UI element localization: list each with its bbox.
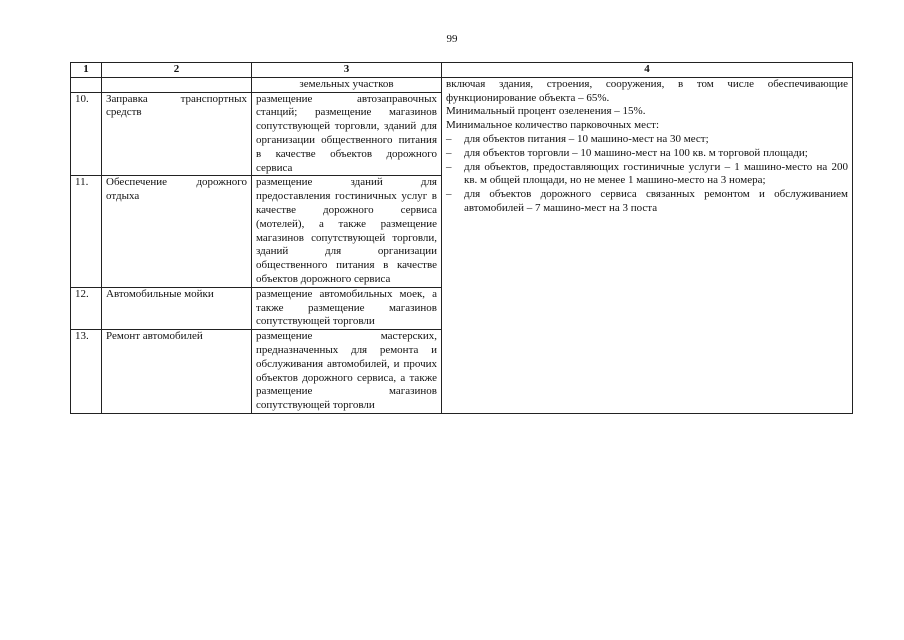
page-number: 99 xyxy=(446,33,458,45)
use-type-name: Обеспечение дорожного отдыха xyxy=(102,176,252,287)
dash-marker: – xyxy=(446,146,452,159)
use-type-description: размещение зданий для предоставления гостиничных услуг в качестве дорожного сервиса (мотелей), а также размещение магазинов сопутствующей торговли, зданий для организации общественного питания в качестве объектов дорожного сервиса xyxy=(252,176,442,287)
use-type-description: размещение мастерских, предназначенных для ремонта и обслуживания автомобилей, и прочих объектов дорожного сервиса, а также размещение магазинов сопутствующей торговли xyxy=(252,330,442,414)
table-header-cell: 1 xyxy=(71,63,102,78)
use-type-name: Ремонт автомобилей xyxy=(102,330,252,414)
table-row-continuation xyxy=(71,77,853,92)
list-item-text: для объектов торговли – 10 машино-мест на 100 кв. м торговой площади; xyxy=(464,146,808,159)
list-item xyxy=(446,188,848,216)
parking-list xyxy=(446,133,848,216)
parking-title: Минимальное количество парковочных мест: xyxy=(446,119,660,132)
use-type-name: Автомобильные мойки xyxy=(102,287,252,329)
use-type-description: размещение автомобильных моек, а также размещение магазинов сопутствующей торговли xyxy=(252,287,442,329)
list-item xyxy=(446,133,848,147)
list-item xyxy=(446,161,848,189)
use-type-description: размещение автозаправочных станций; размещение магазинов сопутствующей торговли, зданий для организации общественного питания в качестве объектов дорожного сервиса xyxy=(252,92,442,176)
row-number: 11. xyxy=(71,176,102,287)
requirements-intro: включая здания, строения, сооружения, в том числе обеспечивающие функционирование объекта – 65%. xyxy=(446,77,848,104)
use-type-name: Заправка транспортных средств xyxy=(102,92,252,176)
dash-marker: – xyxy=(446,160,452,173)
list-item-text: для объектов, предоставляющих гостиничные услуги – 1 машино-место на 200 кв. м общей площади, но не менее 1 машино-место на 3 номера; xyxy=(464,160,848,187)
table-header-cell: 4 xyxy=(442,63,853,78)
requirements-cell xyxy=(442,77,853,413)
list-item-text: для объектов дорожного сервиса связанных ремонтом и обслуживанием автомобилей – 7 машино-мест на 3 поста xyxy=(464,188,848,214)
dash-marker: – xyxy=(446,188,452,201)
list-item xyxy=(446,147,848,161)
row-number: 10. xyxy=(71,92,102,176)
table-header-cell: 2 xyxy=(102,63,252,78)
row-number: 13. xyxy=(71,330,102,414)
table-header-cell: 3 xyxy=(252,63,442,78)
document-table xyxy=(70,62,853,414)
continued-description-cell: земельных участков xyxy=(252,77,442,92)
empty-cell xyxy=(71,77,102,92)
empty-cell xyxy=(102,77,252,92)
table-header-row xyxy=(71,63,853,78)
list-item-text: для объектов питания – 10 машино-мест на 30 мест; xyxy=(464,132,709,145)
dash-marker: – xyxy=(446,132,452,145)
greening-requirement: Минимальный процент озеленения – 15%. xyxy=(446,105,646,118)
row-number: 12. xyxy=(71,287,102,329)
